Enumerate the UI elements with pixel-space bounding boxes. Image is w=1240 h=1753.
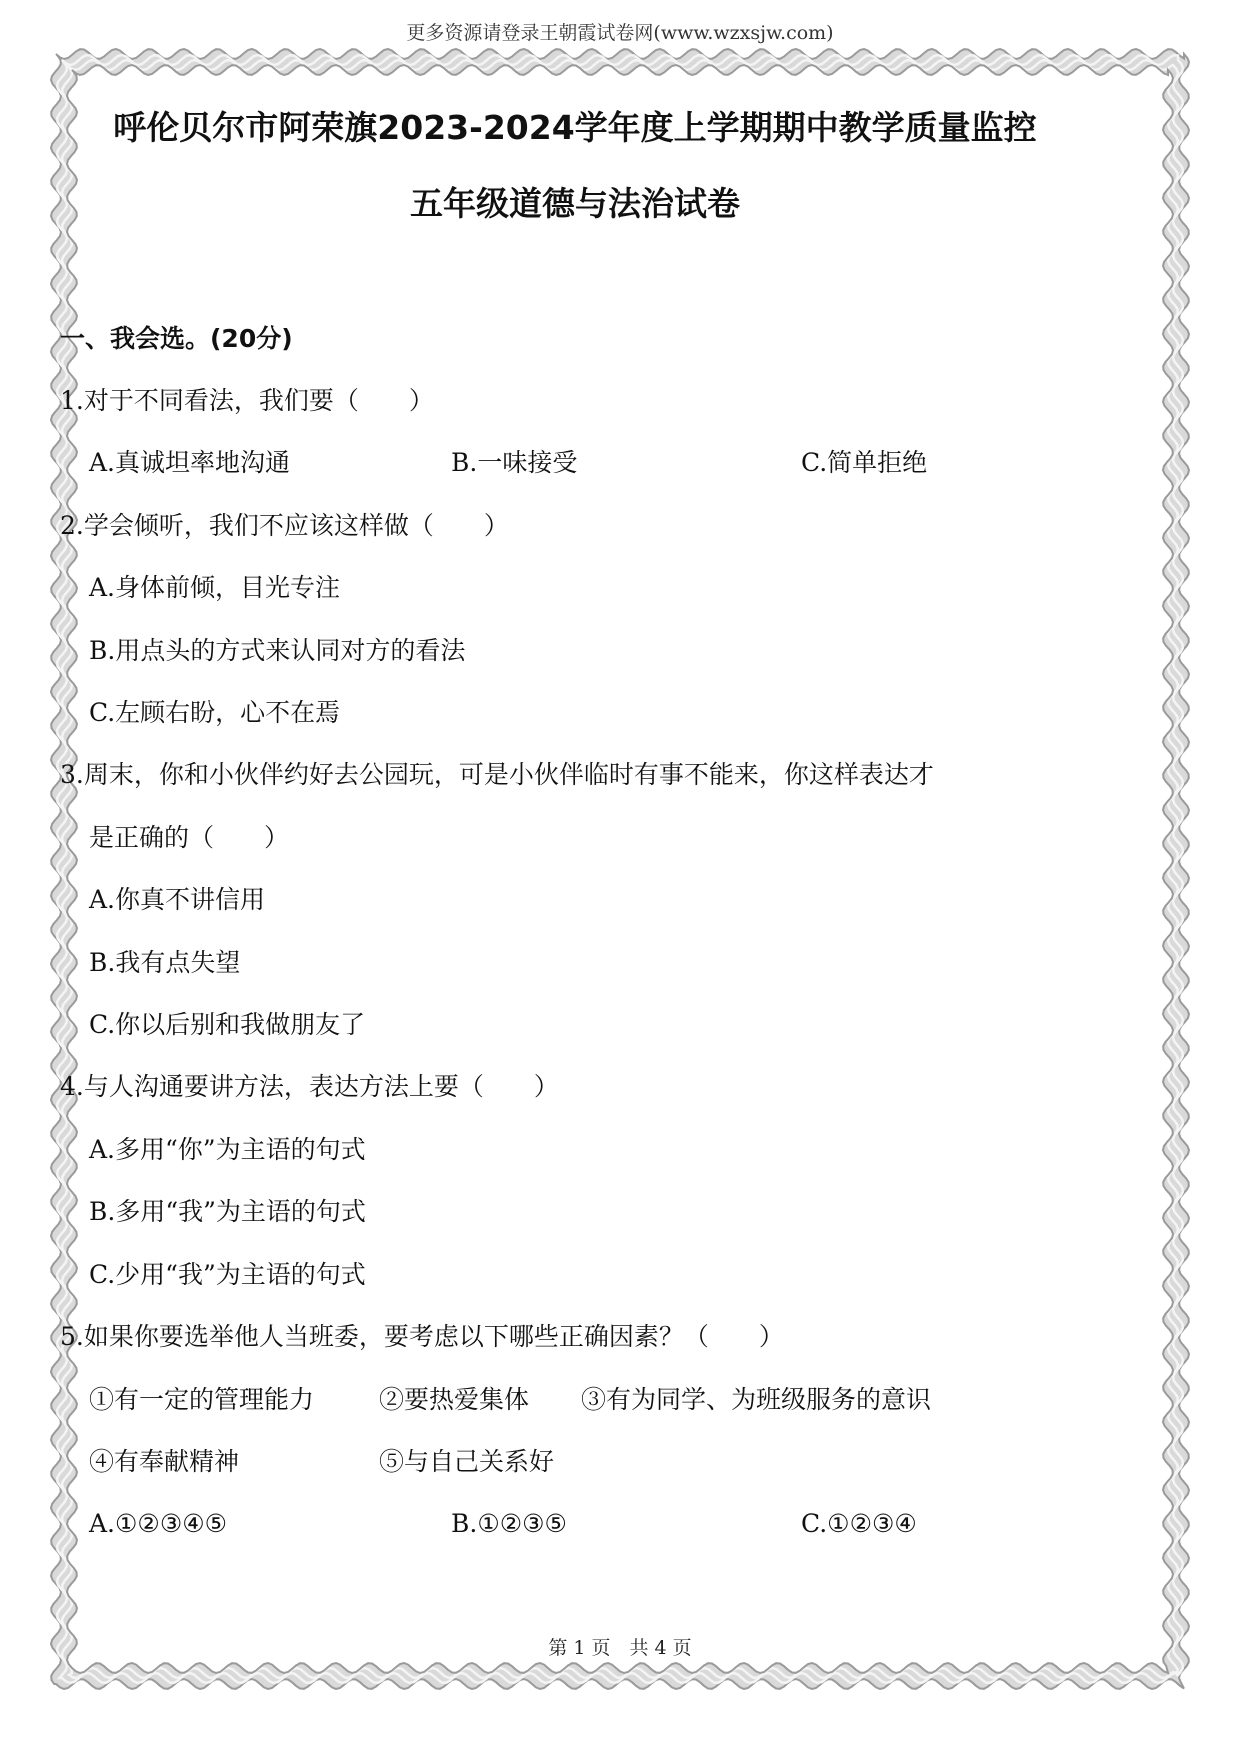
option-c: C.①②③④ xyxy=(801,1509,917,1539)
option-a: A.多用“你”为主语的句式 xyxy=(89,1134,366,1164)
exam-title-line2: 五年级道德与法治试卷 xyxy=(410,184,740,223)
item-3: ③有为同学、为班级服务的意识 xyxy=(581,1384,932,1414)
option-c: C.少用“我”为主语的句式 xyxy=(89,1259,366,1289)
item-5: ⑤与自己关系好 xyxy=(379,1446,555,1476)
question-5-options xyxy=(60,1493,1090,1555)
item-2: ②要热爱集体 xyxy=(379,1384,530,1414)
question-5-stem: 5.如果你要选举他人当班委，要考虑以下哪些正确因素？（ ） xyxy=(60,1322,784,1352)
item-1: ①有一定的管理能力 xyxy=(89,1384,315,1414)
site-header: 更多资源请登录王朝霞试卷网(www.wzxsjw.com) xyxy=(406,22,834,44)
option-c: C.你以后别和我做朋友了 xyxy=(89,1010,366,1040)
question-5-items-row2 xyxy=(60,1431,1090,1493)
question-5-items-row1 xyxy=(60,1369,1090,1431)
question-2-stem: 2.学会倾听，我们不应该这样做（ ） xyxy=(60,510,509,540)
option-a: A.真诚坦率地沟通 xyxy=(89,448,291,478)
question-1-options xyxy=(60,432,1090,494)
option-b: B.一味接受 xyxy=(451,448,578,478)
option-b: B.多用“我”为主语的句式 xyxy=(89,1197,366,1227)
exam-content xyxy=(60,90,1090,1556)
option-b: B.我有点失望 xyxy=(89,947,241,977)
option-b: B.用点头的方式来认同对方的看法 xyxy=(89,635,466,665)
section-heading: 一、我会选。(20分) xyxy=(60,324,293,353)
option-c: C.左顾右盼，心不在焉 xyxy=(89,698,341,728)
exam-title-line1: 呼伦贝尔市阿荣旗2023-2024学年度上学期期中教学质量监控 xyxy=(113,108,1037,147)
question-4-stem: 4.与人沟通要讲方法，表达方法上要（ ） xyxy=(60,1072,559,1102)
option-a: A.你真不讲信用 xyxy=(89,885,266,915)
option-c: C.简单拒绝 xyxy=(801,448,928,478)
option-a: A.身体前倾，目光专注 xyxy=(89,573,341,603)
option-b: B.①②③⑤ xyxy=(451,1509,567,1539)
option-a: A.①②③④⑤ xyxy=(89,1509,228,1539)
exam-title xyxy=(60,90,1090,242)
question-3-stem-continued: 是正确的（ ） xyxy=(89,822,290,852)
item-4: ④有奉献精神 xyxy=(89,1446,240,1476)
question-3-stem: 3.周末，你和小伙伴约好去公园玩，可是小伙伴临时有事不能来，你这样表达才 xyxy=(60,760,934,790)
question-1-stem: 1.对于不同看法，我们要（ ） xyxy=(60,386,434,415)
page-number: 第 1 页 共 4 页 xyxy=(548,1637,692,1659)
